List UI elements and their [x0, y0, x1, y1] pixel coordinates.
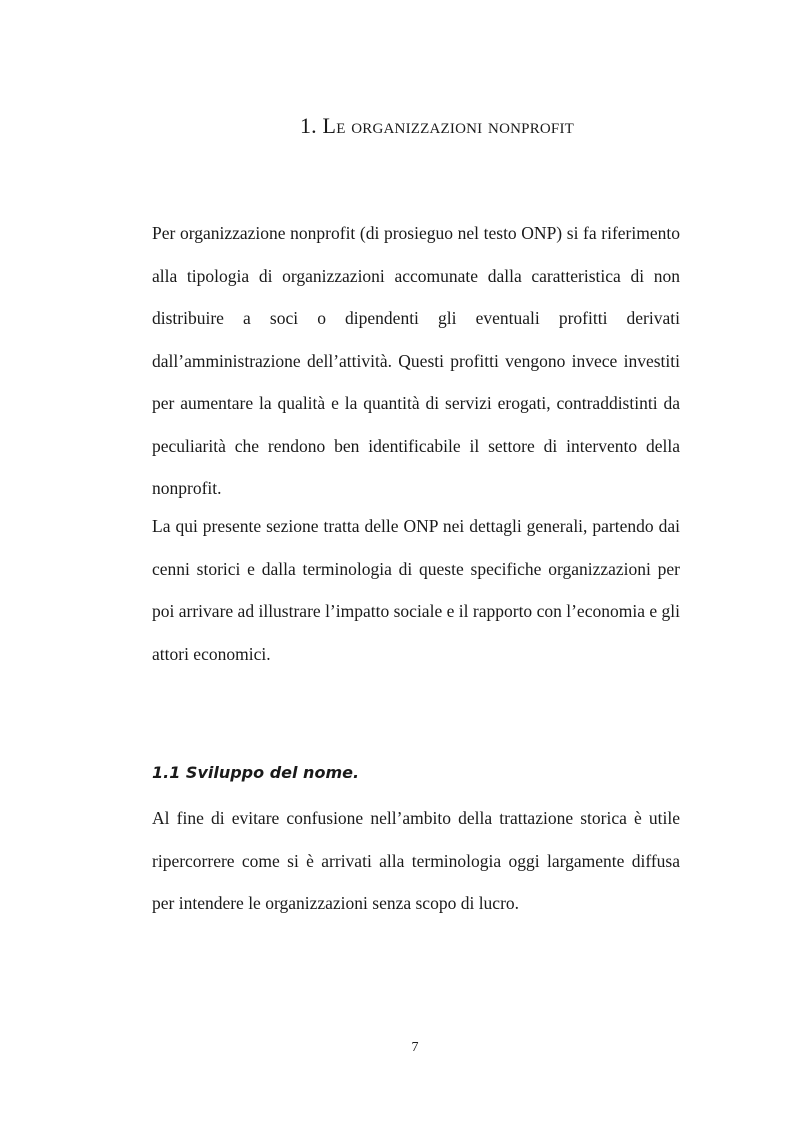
chapter-title-rest: e organizzazioni nonprofit: [336, 113, 575, 138]
section-heading: 1.1 Sviluppo del nome.: [152, 763, 360, 782]
chapter-number: 1.: [299, 113, 317, 138]
section-paragraph: [152, 797, 680, 925]
chapter-title: [0, 113, 794, 139]
page-number: 7: [411, 1040, 419, 1055]
intro-paragraph-1: [152, 212, 680, 510]
chapter-title-first-letter: L: [322, 113, 337, 138]
paragraph-text: Al fine di evitare confusione nell’ambito della trattazione storica è utile ripercorrere come si è arrivati alla terminologia oggi largamente diffusa per intendere le organizzazioni senza scopo di lucro.: [152, 808, 680, 913]
intro-paragraph-2: [152, 505, 680, 675]
paragraph-text: Per organizzazione nonprofit (di prosieguo nel testo ONP) si fa riferimento alla tipologia di organizzazioni accomunate dalla caratteristica di non distribuire a soci o dipendenti gli eventuali profitti derivati dall’amministrazione dell’attività. Questi profitti vengono invece investiti per aumentare la qualità e la quantità di servizi erogati, contraddistinti da peculiarità che rendono ben identificabile il settore di intervento della nonprofit.: [152, 223, 680, 498]
paragraph-text: La qui presente sezione tratta delle ONP nei dettagli generali, partendo dai cenni storici e dalla terminologia di queste specifiche organizzazioni per poi arrivare ad illustrare l’impatto sociale e il rapporto con l’economia e gli attori economici.: [152, 516, 680, 664]
